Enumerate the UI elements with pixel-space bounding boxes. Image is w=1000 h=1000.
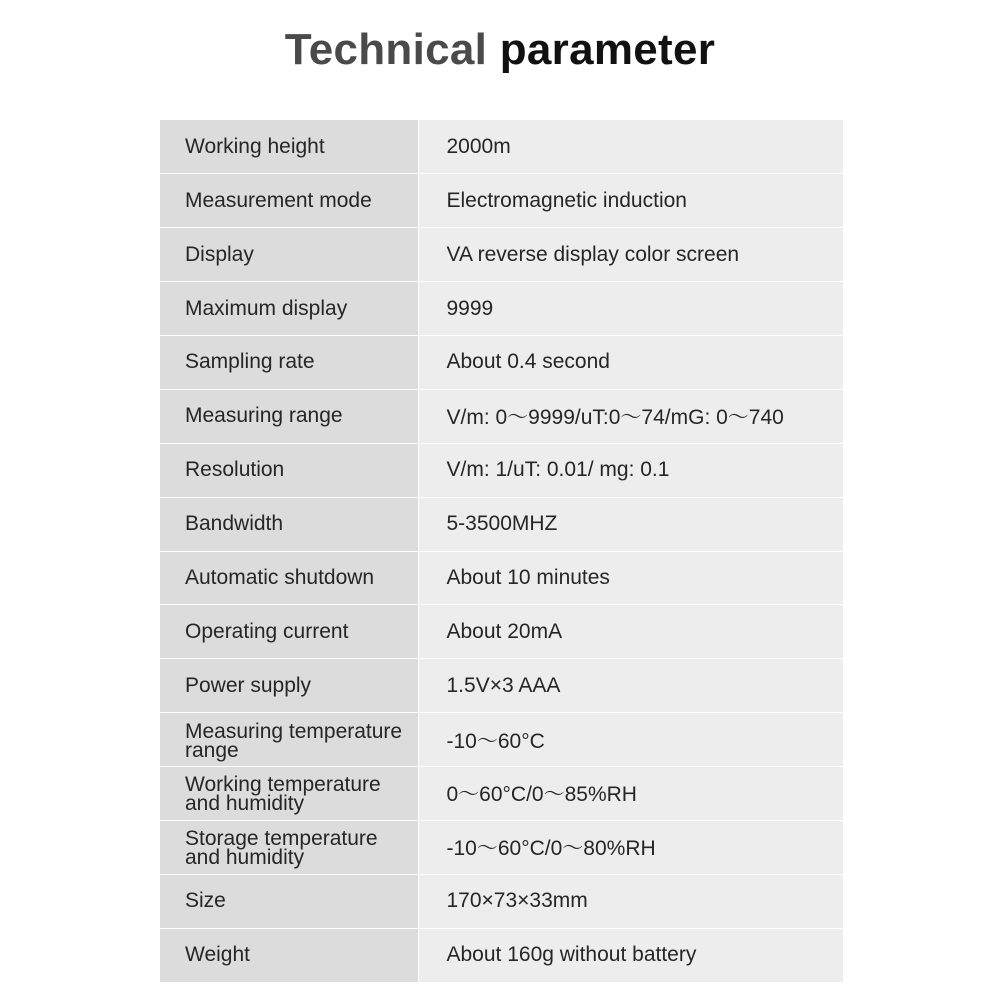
row-value: 0〜60°C/0〜85%RH bbox=[418, 767, 843, 821]
table-row bbox=[160, 174, 843, 228]
table-row bbox=[160, 497, 843, 551]
table-row bbox=[160, 659, 843, 713]
row-value: VA reverse display color screen bbox=[418, 228, 843, 282]
row-label: Size bbox=[160, 874, 418, 928]
table-row bbox=[160, 120, 843, 174]
row-value: Electromagnetic induction bbox=[418, 174, 843, 228]
page-title bbox=[0, 22, 1000, 78]
row-value: About 160g without battery bbox=[418, 928, 843, 982]
table-row bbox=[160, 336, 843, 390]
row-value: About 20mA bbox=[418, 605, 843, 659]
table-row bbox=[160, 928, 843, 982]
table-row bbox=[160, 605, 843, 659]
table-row bbox=[160, 389, 843, 443]
table-row bbox=[160, 551, 843, 605]
row-label: Storage temperature and humidity bbox=[160, 820, 418, 874]
title-part-1: Technical bbox=[284, 25, 488, 74]
table-row bbox=[160, 874, 843, 928]
row-value: About 0.4 second bbox=[418, 336, 843, 390]
row-value: 9999 bbox=[418, 282, 843, 336]
row-value: 5-3500MHZ bbox=[418, 497, 843, 551]
row-value: V/m: 1/uT: 0.01/ mg: 0.1 bbox=[418, 443, 843, 497]
table-row bbox=[160, 767, 843, 821]
table-row bbox=[160, 228, 843, 282]
row-label: Measurement mode bbox=[160, 174, 418, 228]
row-value: About 10 minutes bbox=[418, 551, 843, 605]
row-label: Resolution bbox=[160, 443, 418, 497]
row-value: 170×73×33mm bbox=[418, 874, 843, 928]
row-label: Display bbox=[160, 228, 418, 282]
table-row bbox=[160, 443, 843, 497]
row-label: Bandwidth bbox=[160, 497, 418, 551]
table-row bbox=[160, 282, 843, 336]
row-label: Working height bbox=[160, 120, 418, 174]
row-label: Automatic shutdown bbox=[160, 551, 418, 605]
row-value: V/m: 0〜9999/uT:0〜74/mG: 0〜740 bbox=[418, 389, 843, 443]
row-value: 1.5V×3 AAA bbox=[418, 659, 843, 713]
row-label: Operating current bbox=[160, 605, 418, 659]
row-label: Measuring range bbox=[160, 389, 418, 443]
title-part-2: parameter bbox=[499, 25, 716, 74]
table-row bbox=[160, 713, 843, 767]
row-label: Working temperature and humidity bbox=[160, 767, 418, 821]
row-value: 2000m bbox=[418, 120, 843, 174]
row-label: Maximum display bbox=[160, 282, 418, 336]
row-label: Power supply bbox=[160, 659, 418, 713]
row-value: -10〜60°C/0〜80%RH bbox=[418, 820, 843, 874]
row-label: Measuring temperature range bbox=[160, 713, 418, 767]
row-value: -10〜60°C bbox=[418, 713, 843, 767]
spec-table bbox=[160, 120, 843, 982]
row-label: Weight bbox=[160, 928, 418, 982]
row-label: Sampling rate bbox=[160, 336, 418, 390]
table-row bbox=[160, 820, 843, 874]
